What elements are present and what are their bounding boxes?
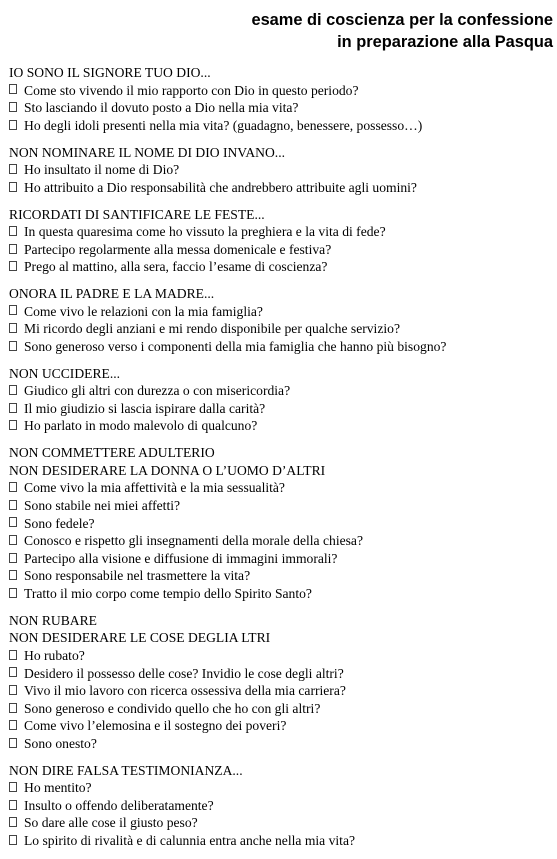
question-text: Come vivo la mia affettività e la mia sessualità? [24,480,285,496]
question-item [9,382,553,400]
question-text: Insulto o offendo deliberatamente? [24,797,214,813]
question-text: Ho rubato? [24,647,85,663]
checkbox-icon[interactable] [9,482,17,492]
checkbox-icon[interactable] [9,703,17,713]
checkbox-icon[interactable] [9,685,17,695]
question-text: Giudico gli altri con durezza o con misericordia? [24,383,291,399]
question-text: Come vivo l’elemosina e il sostegno dei poveri? [24,718,287,734]
checkbox-icon[interactable] [9,323,17,333]
question-item [9,832,553,850]
checkbox-icon[interactable] [9,226,17,236]
checkbox-icon[interactable] [9,667,17,677]
checkbox-icon[interactable] [9,261,17,271]
checkbox-icon[interactable] [9,817,17,827]
question-item [9,320,553,338]
commandment-section [9,612,553,753]
question-text: Conosco e rispetto gli insegnamenti della morale della chiesa? [24,533,363,549]
question-item [9,797,553,815]
question-item [9,515,553,533]
question-text: Sono responsabile nel trasmettere la vita? [24,568,251,584]
document-title [251,9,553,53]
commandment-section [9,285,553,355]
question-item [9,258,553,276]
question-text: Come vivo le relazioni con la mia famiglia? [24,303,263,319]
commandment-heading: RICORDATI DI SANTIFICARE LE FESTE... [9,206,265,222]
checkbox-icon[interactable] [9,305,17,315]
question-item [9,532,553,550]
question-text: Sto lasciando il dovuto posto a Dio nella mia vita? [24,100,299,116]
question-text: Sono onesto? [24,735,97,751]
question-item [9,682,553,700]
commandment-section [9,206,553,276]
question-text: Ho mentito? [24,780,92,796]
commandment-heading: NON DESIDERARE LA DONNA O L’UOMO D’ALTRI [9,462,326,478]
commandment-section [9,144,553,197]
checkbox-icon[interactable] [9,650,17,660]
commandment-section [9,64,553,134]
commandment-heading: NON COMMETTERE ADULTERIO [9,445,215,461]
checkbox-icon[interactable] [9,517,17,527]
question-item [9,117,553,135]
question-text: Sono fedele? [24,515,95,531]
question-text: Come sto vivendo il mio rapporto con Dio in questo periodo? [24,82,359,98]
question-text: Ho insultato il nome di Dio? [24,162,180,178]
commandment-heading: NON DESIDERARE LE COSE DEGLIA LTRI [9,630,271,646]
title-line-1: esame di coscienza per la confessione [251,11,553,29]
commandment-heading: NON UCCIDERE... [9,365,121,381]
question-text: Vivo il mio lavoro con ricerca ossessiva della mia carriera? [24,683,346,699]
question-text: Lo spirito di rivalità e di calunnia entra anche nella mia vita? [24,833,356,849]
question-item [9,303,553,321]
checkbox-icon[interactable] [9,244,17,254]
question-item [9,99,553,117]
examination-list [9,64,553,859]
question-item [9,338,553,356]
checkbox-icon[interactable] [9,164,17,174]
question-item [9,161,553,179]
question-item [9,567,553,585]
commandment-heading: NON DIRE FALSA TESTIMONIANZA... [9,762,243,778]
commandment-section [9,365,553,435]
checkbox-icon[interactable] [9,385,17,395]
checkbox-icon[interactable] [9,102,17,112]
question-item [9,417,553,435]
question-text: Sono generoso verso i componenti della mia famiglia che hanno più bisogno? [24,338,447,354]
checkbox-icon[interactable] [9,120,17,130]
question-text: Prego al mattino, alla sera, faccio l’esame di coscienza? [24,259,328,275]
question-item [9,717,553,735]
question-item [9,735,553,753]
checkbox-icon[interactable] [9,535,17,545]
question-text: Desidero il possesso delle cose? Invidio le cose degli altri? [24,665,344,681]
checkbox-icon[interactable] [9,553,17,563]
question-item [9,82,553,100]
question-text: Tratto il mio corpo come tempio dello Spirito Santo? [24,585,312,601]
checkbox-icon[interactable] [9,403,17,413]
checkbox-icon[interactable] [9,500,17,510]
question-text: In questa quaresima come ho vissuto la preghiera e la vita di fede? [24,224,386,240]
title-line-2: in preparazione alla Pasqua [337,33,553,51]
question-text: Sono stabile nei miei affetti? [24,498,181,513]
question-text: Partecipo regolarmente alla messa domenicale e festiva? [24,241,332,257]
checkbox-icon[interactable] [9,720,17,730]
question-text: Mi ricordo degli anziani e mi rendo disponibile per qualche servizio? [24,321,400,337]
checkbox-icon[interactable] [9,420,17,430]
question-item [9,241,553,259]
question-item [9,179,553,197]
question-item [9,479,553,497]
commandment-heading: NON NOMINARE IL NOME DI DIO INVANO... [9,144,286,160]
question-item [9,700,553,718]
checkbox-icon[interactable] [9,782,17,792]
question-item [9,497,553,515]
question-text: So dare alle cose il giusto peso? [24,815,198,831]
question-item [9,814,553,832]
checkbox-icon[interactable] [9,800,17,810]
question-text: Sono generoso e condivido quello che ho con gli altri? [24,700,321,716]
commandment-section [9,444,553,602]
question-text: Ho degli idoli presenti nella mia vita? (guadagno, benessere, possesso…) [24,117,423,133]
question-item [9,550,553,568]
question-item [9,585,553,603]
question-text: Partecipo alla visione e diffusione di immagini immorali? [24,550,338,566]
question-text: Il mio giudizio si lascia ispirare dalla carità? [24,400,266,416]
checkbox-icon[interactable] [9,84,17,94]
checkbox-icon[interactable] [9,835,17,845]
checkbox-icon[interactable] [9,341,17,351]
checkbox-icon[interactable] [9,588,17,598]
commandment-heading: ONORA IL PADRE E LA MADRE... [9,286,215,302]
question-item [9,779,553,797]
commandment-section [9,762,553,850]
checkbox-icon[interactable] [9,570,17,580]
commandment-heading: IO SONO IL SIGNORE TUO DIO... [9,65,211,80]
question-item [9,665,553,683]
question-text: Ho parlato in modo malevolo di qualcuno? [24,418,258,434]
commandment-heading: NON RUBARE [9,612,97,628]
checkbox-icon[interactable] [9,738,17,748]
question-item [9,647,553,665]
question-text: Ho attribuito a Dio responsabilità che andrebbero attribuite agli uomini? [24,179,417,195]
question-item [9,223,553,241]
question-item [9,400,553,418]
checkbox-icon[interactable] [9,182,17,192]
